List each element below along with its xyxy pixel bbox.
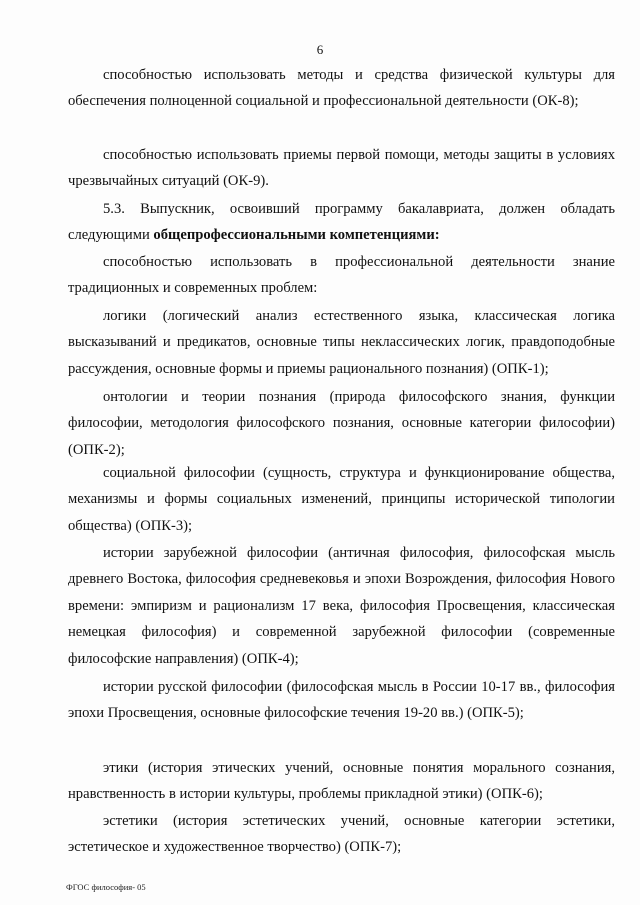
paragraph-opk4: истории зарубежной философии (античная философия, философская мысль древнего Востока, философия средневековья и эпохи Возрождения, философия Нового времени: эмпиризм и рационализм 17 века, философия Просвещения, классическая немецкая философия) и современной зарубежной философии (современные философские направления) (ОПК-4); xyxy=(68,545,615,667)
paragraph-opk1: логики (логический анализ естественного языка, классическая логика высказываний и предикатов, основные типы неклассических логик, правдоподобные рассуждения, основные формы и приемы рационального познания) (ОПК-1); xyxy=(68,308,615,377)
paragraph-section-5-3 xyxy=(68,196,615,249)
paragraph-ok8: способностью использовать методы и средства физической культуры для обеспечения полноценной социальной и профессиональной деятельности (ОК-8); xyxy=(68,67,615,110)
paragraph-ok9: способностью использовать приемы первой помощи, методы защиты в условиях чрезвычайных ситуаций (ОК-9). xyxy=(68,147,615,190)
paragraph-opk5: истории русской философии (философская мысль в России 10-17 вв., философия эпохи Просвещения, основные философские течения 19-20 вв.) (ОПК-5); xyxy=(68,679,615,722)
paragraph-opk6: этики (история этических учений, основные понятия морального сознания, нравственность в истории культуры, проблемы прикладной этики) (ОПК-6); xyxy=(68,760,615,803)
section-5-3-text: 5.3. Выпускник, освоивший программу бакалавриата, должен обладать следующими xyxy=(68,201,615,244)
paragraph-intro-problems: способностью использовать в профессиональной деятельности знание традиционных и современных проблем: xyxy=(68,254,615,297)
paragraph-opk7: эстетики (история эстетических учений, основные категории эстетики, эстетическое и художественное творчество) (ОПК-7); xyxy=(68,813,615,856)
section-5-3-bold-term: общепрофессиональными компетенциями: xyxy=(153,227,440,244)
paragraph-opk2: онтологии и теории познания (природа философского знания, функции философии, методология философского познания, основные категории философии) (ОПК-2); xyxy=(68,389,615,458)
footer-label: ФГОС философия- 05 xyxy=(66,882,146,892)
paragraph-opk3: социальной философии (сущность, структура и функционирование общества, механизмы и формы социальных изменений, принципы исторической типологии общества) (ОПК-3); xyxy=(68,465,615,534)
page-number: 6 xyxy=(316,42,324,57)
